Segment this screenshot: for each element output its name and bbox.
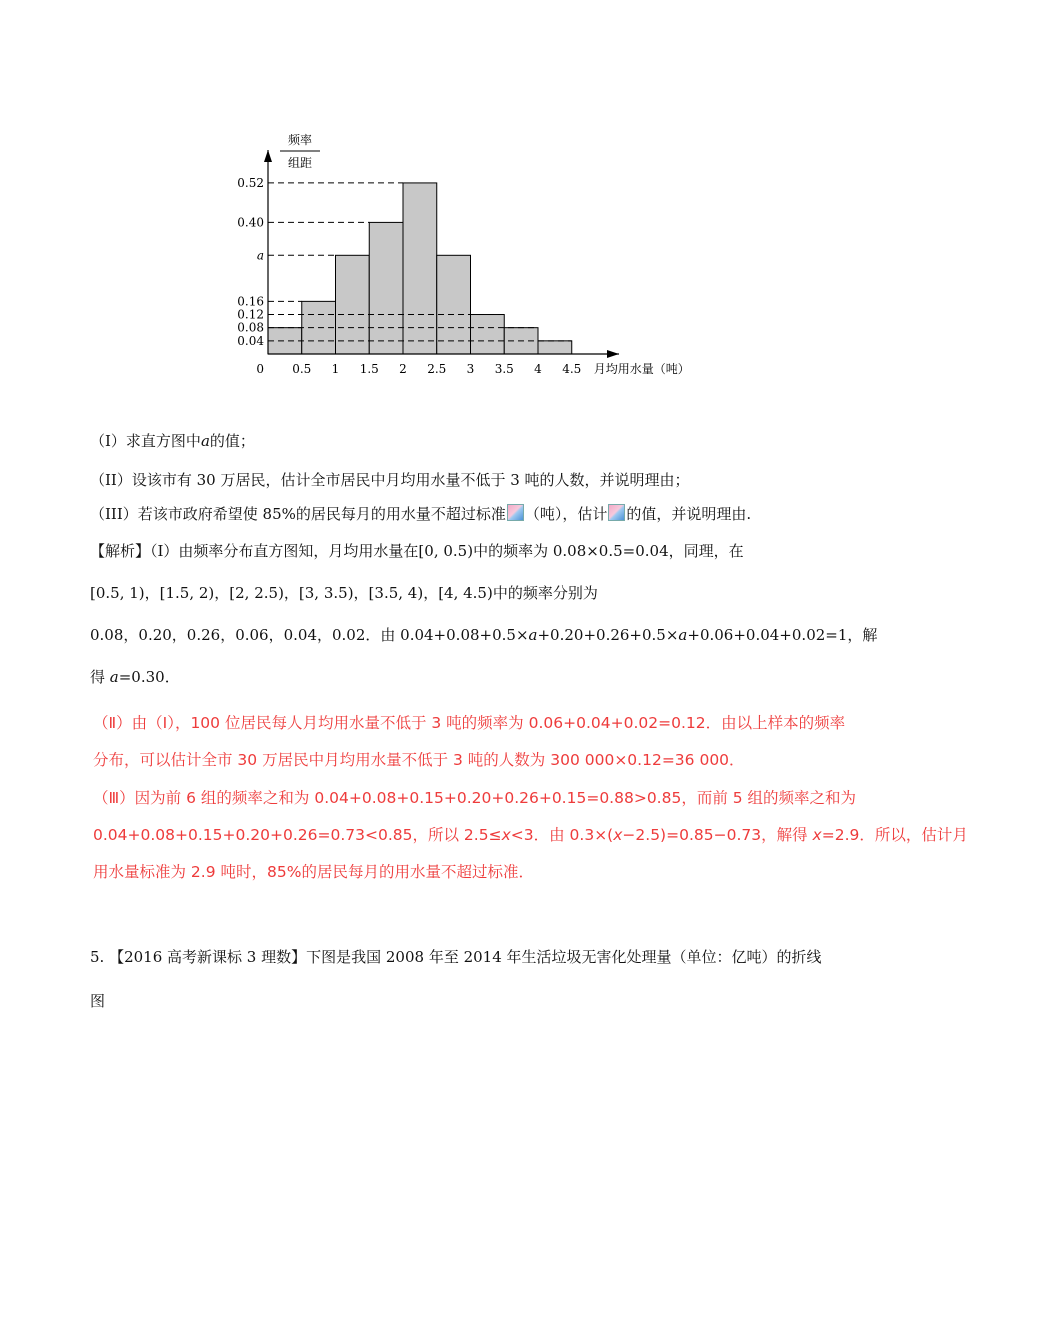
solution-red-line-3: （Ⅲ）因为前 6 组的频率之和为 0.04+0.08+0.15+0.20+0.26+0.15=0.88>0.85，而前 5 组的频率之和为 <box>93 789 857 807</box>
histogram-bar <box>538 341 572 354</box>
solution-line-4-a: 得 <box>90 668 110 686</box>
solution-red-line-5: 用水量标准为 2.9 吨时，85%的居民每月的用水量不超过标准． <box>93 863 534 881</box>
y-tick-label: 0.08 <box>237 320 264 335</box>
formula-image-icon <box>507 504 524 521</box>
x-tick-label: 4 <box>534 362 542 376</box>
solution-red-4-a: 0.04+0.08+0.15+0.20+0.26=0.73<0.85，所以 2.5≤ <box>93 826 502 844</box>
question-3 <box>90 503 1040 524</box>
solution-red-line-1: （Ⅱ）由（Ⅰ），100 位居民每人月均用水量不低于 3 吨的频率为 0.06+0.04+0.02=0.12．由以上样本的频率 <box>93 714 846 732</box>
question-1-var: a <box>200 432 210 450</box>
question-1 <box>90 430 1040 451</box>
x-axis-arrow-icon <box>607 350 619 358</box>
question-2: （II）设该市有 30 万居民，估计全市居民中月均用水量不低于 3 吨的人数，并说明理由； <box>90 471 690 489</box>
question-1-text: （I）求直方图中 <box>90 432 201 450</box>
y-axis-title-bottom: 组距 <box>287 156 313 170</box>
x-axis-title: 月均用水量（吨） <box>593 362 690 376</box>
x-tick-label: 1.5 <box>359 362 379 376</box>
question-3-part-c: 的值，并说明理由. <box>626 505 752 523</box>
solution-var-a: a <box>678 626 688 644</box>
x-tick-label: 0.5 <box>292 362 312 376</box>
histogram-chart <box>230 118 720 388</box>
solution-line-2: [0.5, 1)，[1.5, 2)，[2, 2.5)，[3, 3.5)，[3.5, 4)，[4, 4.5)中的频率分别为 <box>90 584 598 602</box>
solution-red-line-2: 分布，可以估计全市 30 万居民中月均用水量不低于 3 吨的人数为 300 000×0.12=36 000． <box>93 751 745 769</box>
solution-line-3-b: +0.20+0.26+0.5× <box>537 626 679 644</box>
y-tick-label: 0.40 <box>237 215 264 230</box>
y-tick-label: 0.16 <box>237 294 264 309</box>
formula-image-icon <box>608 504 625 521</box>
solution-line-4-b: =0.30． <box>118 668 180 686</box>
x-tick-label: 3 <box>466 362 475 376</box>
histogram-bar <box>403 183 437 354</box>
x-tick-label: 3.5 <box>494 362 514 376</box>
solution-var-x: x <box>613 826 623 844</box>
solution-red-4-c: −2.5)=0.85−0.73，解得 <box>622 826 813 844</box>
x-tick-label: 2.5 <box>427 362 447 376</box>
solution-var-a: a <box>109 668 119 686</box>
solution-var-x: x <box>501 826 511 844</box>
solution-red-line-4 <box>93 823 1043 845</box>
y-axis-title-top: 频率 <box>287 133 313 147</box>
x-tick-label: 2 <box>399 362 407 376</box>
histogram-bar <box>369 222 403 354</box>
solution-var-x: x <box>812 826 822 844</box>
problem-5-line-2: 图 <box>90 992 106 1010</box>
histogram-bar <box>437 255 471 354</box>
question-3-part-a: （III）若该市政府希望使 85%的居民每月的用水量不超过标准 <box>90 505 506 523</box>
problem-5-line-1: 5. 【2016 高考新课标 3 理数】下图是我国 2008 年至 2014 年生活垃圾无害化处理量（单位：亿吨）的折线 <box>90 948 822 966</box>
x-tick-label: 4.5 <box>562 362 582 376</box>
question-1-end: 的值； <box>209 432 255 450</box>
solution-line-3-a: 0.08，0.20，0.26，0.06，0.04，0.02．由 0.04+0.08+0.5× <box>90 626 529 644</box>
y-tick-label: 0.52 <box>237 175 264 190</box>
solution-red-4-d: =2.9．所以，估计月 <box>821 826 968 844</box>
y-tick-label: 0.04 <box>237 333 264 348</box>
y-tick-label: a <box>256 248 264 263</box>
y-tick-label: 0.12 <box>237 307 264 322</box>
histogram-bar <box>471 315 505 354</box>
solution-var-a: a <box>528 626 538 644</box>
question-3-part-b: （吨），估计 <box>524 505 608 523</box>
histogram-bar <box>336 255 370 354</box>
solution-line-3-c: +0.06+0.04+0.02=1，解 <box>687 626 878 644</box>
solution-line-1: 【解析】（Ⅰ）由频率分布直方图知，月均用水量在[0, 0.5)中的频率为 0.08×0.5=0.04，同理，在 <box>90 542 744 560</box>
solution-line-3 <box>90 624 1040 645</box>
solution-line-4 <box>90 666 1040 687</box>
origin-label: 0 <box>256 362 264 376</box>
solution-red-4-b: <3．由 0.3×( <box>510 826 614 844</box>
x-tick-label: 1 <box>331 362 340 376</box>
y-axis-arrow-icon <box>264 150 272 162</box>
